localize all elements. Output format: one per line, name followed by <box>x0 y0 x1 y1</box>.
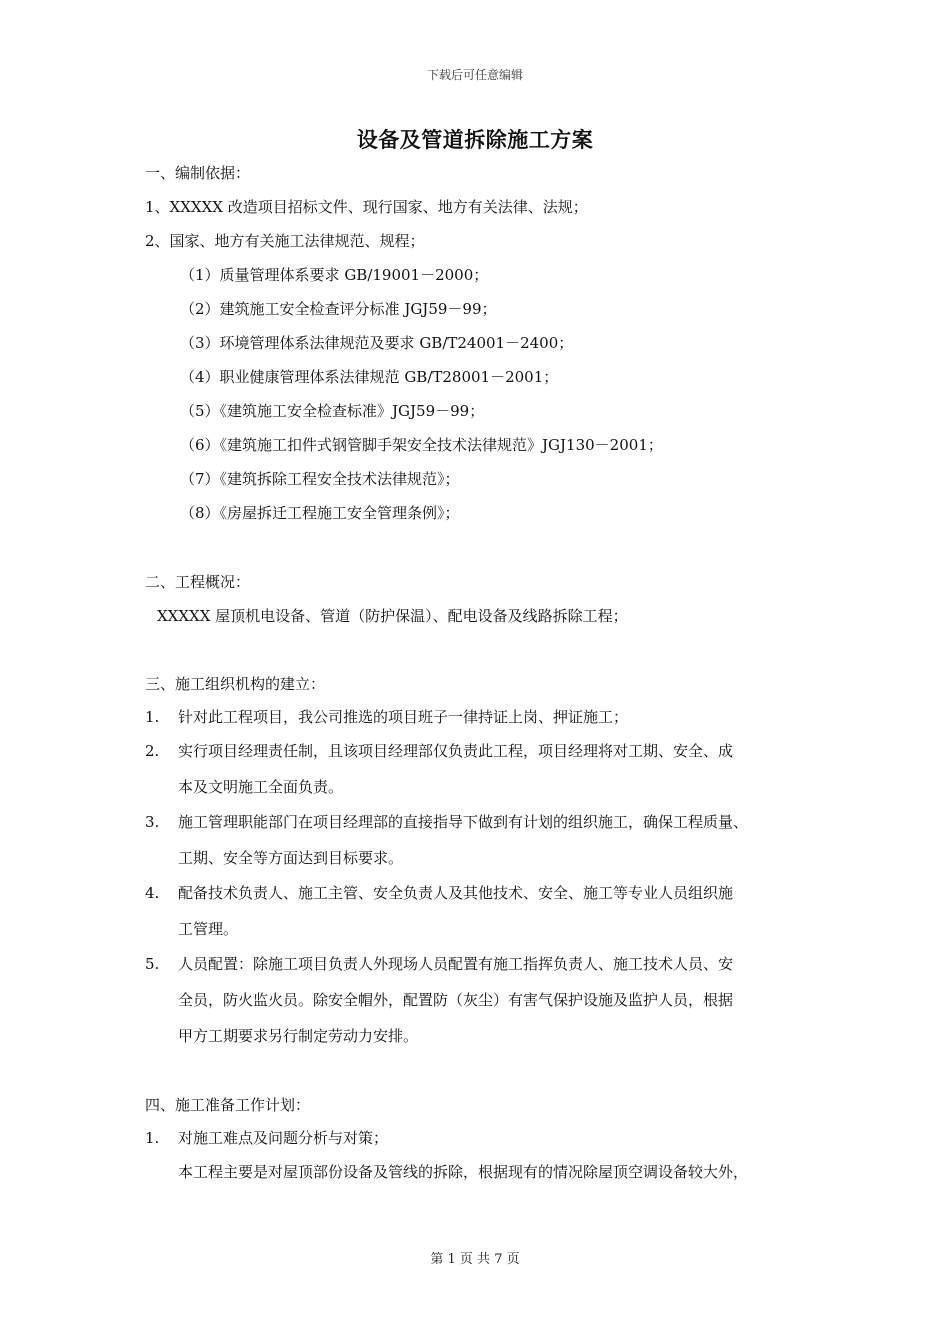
list-number: 2. <box>145 742 160 760</box>
list-item-line: 工期、安全等方面达到目标要求。 <box>178 849 404 867</box>
section4-item-1: 对施工难点及问题分析与对策； <box>178 1129 389 1147</box>
list-item-line: 实行项目经理责任制，且该项目经理部仅负责此工程，项目经理将对工期、安全、成 <box>178 742 734 760</box>
list-item-line: 工管理。 <box>178 920 239 938</box>
list-number: 5. <box>145 955 160 973</box>
section1-subitem: （5）《建筑施工安全检查标准》JGJ59－99； <box>180 402 485 420</box>
page-header-note: 下载后可任意编辑 <box>426 68 523 82</box>
list-item-line: 人员配置：除施工项目负责人外现场人员配置有施工指挥负责人、施工技术人员、安 <box>178 955 734 973</box>
list-number: 1. <box>145 708 160 726</box>
section3-heading: 三、施工组织机构的建立： <box>145 675 326 693</box>
section1-item-1: 1、XXXXX 改造项目招标文件、现行国家、地方有关法律、法规； <box>145 198 588 216</box>
section4-heading: 四、施工准备工作计划： <box>145 1096 311 1114</box>
section1-item-2: 2、国家、地方有关施工法律规范、规程； <box>145 232 425 250</box>
list-item-line: 本及文明施工全面负责。 <box>178 778 344 796</box>
section1-subitem: （8）《房屋拆迁工程施工安全管理条例》； <box>180 504 460 522</box>
section2-heading: 二、工程概况： <box>145 573 251 591</box>
document-title: 设备及管道拆除施工方案 <box>356 127 594 152</box>
list-item-line: 甲方工期要求另行制定劳动力安排。 <box>178 1027 419 1045</box>
section4-body: 本工程主要是对屋顶部份设备及管线的拆除，根据现有的情况除屋顶空调设备较大外， <box>178 1163 749 1181</box>
section2-body: XXXXX 屋顶机电设备、管道（防护保温）、配电设备及线路拆除工程； <box>157 607 628 625</box>
section1-subitem: （4）职业健康管理体系法律规范 GB/T28001－2001； <box>180 368 559 386</box>
list-item-line: 针对此工程项目，我公司推选的项目班子一律持证上岗、押证施工； <box>178 708 629 726</box>
list-item-line: 配备技术负责人、施工主管、安全负责人及其他技术、安全、施工等专业人员组织施 <box>178 884 734 902</box>
list-item-line: 全员，防火监火员。除安全帽外，配置防（灰尘）有害气保护设施及监护人员，根据 <box>178 991 734 1009</box>
list-number: 4. <box>145 884 160 902</box>
list-item-line: 施工管理职能部门在项目经理部的直接指导下做到有计划的组织施工，确保工程质量、 <box>178 813 749 831</box>
page-number-footer: 第 1 页 共 7 页 <box>430 1252 520 1267</box>
section1-subitem: （2）建筑施工安全检查评分标准 JGJ59－99； <box>180 300 497 318</box>
section1-subitem: （1）质量管理体系要求 GB/19001－2000； <box>180 266 489 284</box>
section1-heading: 一、编制依据： <box>145 164 251 182</box>
list-number: 3. <box>145 813 160 831</box>
section1-subitem: （3）环境管理体系法律规范及要求 GB/T24001－2400； <box>180 334 574 352</box>
list-number: 1. <box>145 1129 160 1147</box>
section1-subitem: （7）《建筑拆除工程安全技术法律规范》； <box>180 470 460 488</box>
section1-subitem: （6）《建筑施工扣件式钢管脚手架安全技术法律规范》JGJ130－2001； <box>180 436 663 454</box>
